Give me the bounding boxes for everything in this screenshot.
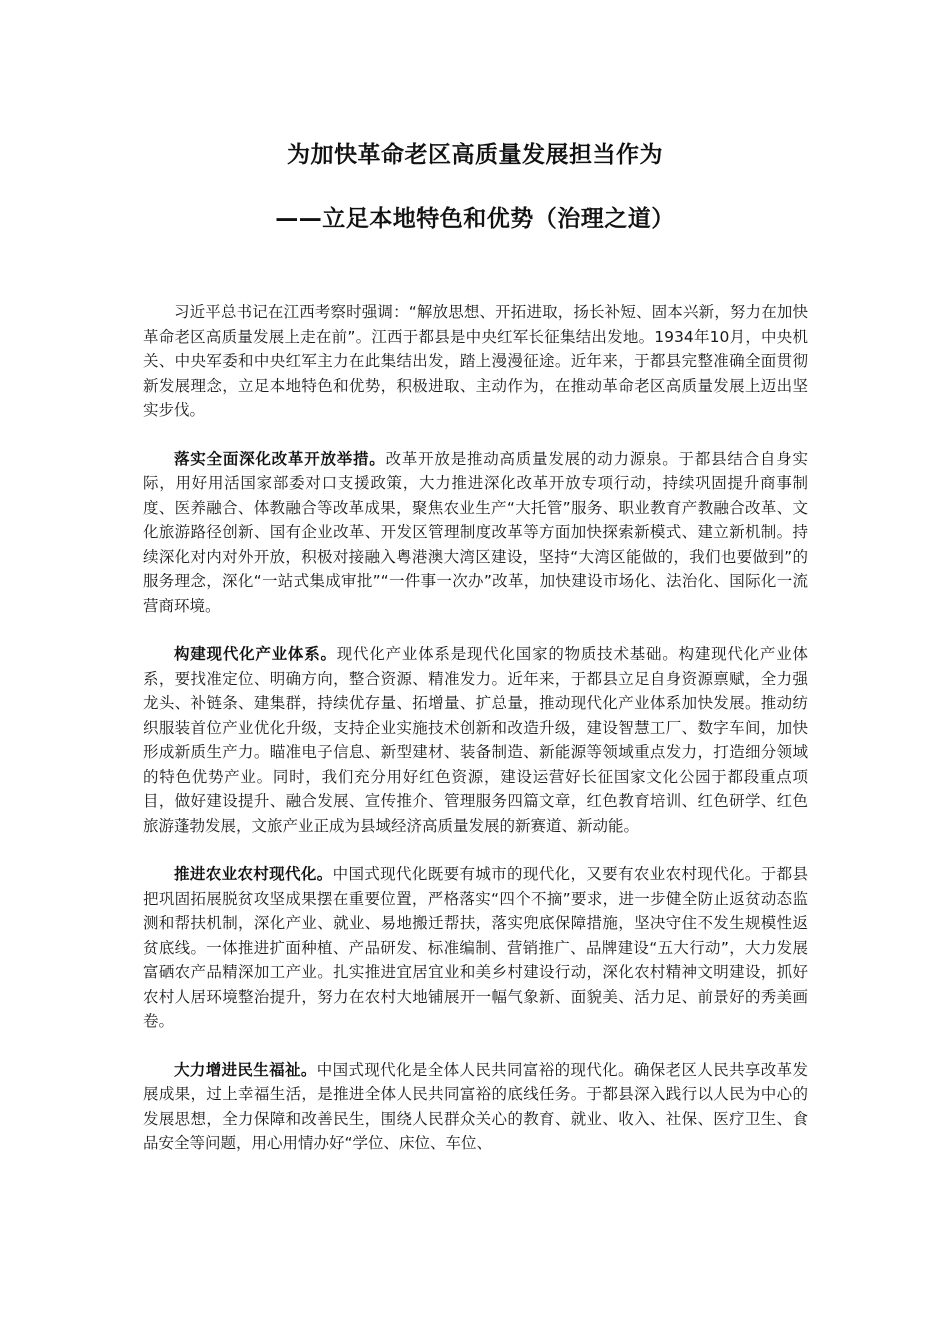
paragraph-lead: 推进农业农村现代化。: [174, 865, 333, 883]
paragraph-text: 中国式现代化是全体人民共同富裕的现代化。确保老区人民共享改革发展成果，过上幸福生活，是推进全体人民共同富裕的底线任务。于都县深入践行以人民为中心的发展思想，全力保障和改善民生，围绕人民群众关心的教育、就业、收入、社保、医疗卫生、食品安全等问题，用心用情办好“学位、床位、车位、: [143, 1060, 808, 1152]
paragraph-industry: [143, 642, 808, 838]
paragraph-agriculture: [143, 862, 808, 1034]
paragraph-text: 改革开放是推动高质量发展的动力源泉。于都县结合自身实际，用好用活国家部委对口支援政策，大力推进深化改革开放专项行动，持续巩固提升商事制度、医养融合、体教融合等改革成果，聚焦农业生产“大托管”服务、职业教育产教融合改革、文化旅游路径创新、国有企业改革、开发区管理制度改革等方面加快探索新模式、建立新机制。持续深化对内对外开放，积极对接融入粤港澳大湾区建设，坚持“大湾区能做的，我们也要做到”的服务理念，深化“一站式集成审批”“一件事一次办”改革，加快建设市场化、法治化、国际化一流营商环境。: [143, 449, 808, 615]
paragraph-intro: [143, 300, 808, 423]
paragraph-text: 中国式现代化既要有城市的现代化，又要有农业农村现代化。于都县把巩固拓展脱贫攻坚成果摆在重要位置，严格落实“四个不摘”要求，进一步健全防止返贫动态监测和帮扶机制，深化产业、就业、易地搬迁帮扶，落实兜底保障措施，坚决守住不发生规模性返贫底线。一体推进扩面种植、产品研发、标准编制、营销推广、品牌建设“五大行动”，大力发展富硒农产品精深加工产业。扎实推进宜居宜业和美乡村建设行动，深化农村精神文明建设，抓好农村人居环境整治提升，努力在农村大地铺展开一幅气象新、面貌美、活力足、前景好的秀美画卷。: [143, 865, 808, 1030]
article-body: [143, 300, 808, 1180]
paragraph-lead: 大力增进民生福祉。: [174, 1060, 317, 1079]
paragraph-reform: [143, 447, 808, 619]
page-subtitle: ——立足本地特色和优势（治理之道）: [275, 206, 675, 232]
paragraph-welfare: [143, 1058, 808, 1156]
paragraph-text: 现代化产业体系是现代化国家的物质技术基础。构建现代化产业体系，要找准定位、明确方向，整合资源、精准发力。近年来，于都县立足自身资源禀赋，全力强龙头、补链条、建集群，持续优存量、拓增量、扩总量，推动现代化产业体系加快发展。推动纺织服装首位产业优化升级，支持企业实施技术创新和改造升级，建设智慧工厂、数字车间，加快形成新质生产力。瞄准电子信息、新型建材、装备制造、新能源等领域重点发力，打造细分领域的特色优势产业。同时，我们充分用好红色资源，建设运营好长征国家文化公园于都段重点项目，做好建设提升、融合发展、宣传推介、管理服务四篇文章，红色教育培训、红色研学、红色旅游蓬勃发展，文旅产业正成为县域经济高质量发展的新赛道、新动能。: [143, 645, 808, 835]
paragraph-lead: 构建现代化产业体系。: [174, 645, 337, 663]
paragraph-lead: 落实全面深化改革开放举措。: [174, 449, 386, 468]
paragraph-text: 习近平总书记在江西考察时强调：“解放思想、开拓进取，扬长补短、固本兴新，努力在加快革命老区高质量发展上走在前”。江西于都县是中央红军长征集结出发地。1934年10月，中央机关、中央军委和中央红军主力在此集结出发，踏上漫漫征途。近年来，于都县完整准确全面贯彻新发展理念，立足本地特色和优势，积极进取、主动作为，在推动革命老区高质量发展上迈出坚实步伐。: [143, 303, 808, 419]
page-title: 为加快革命老区高质量发展担当作为: [287, 142, 663, 168]
